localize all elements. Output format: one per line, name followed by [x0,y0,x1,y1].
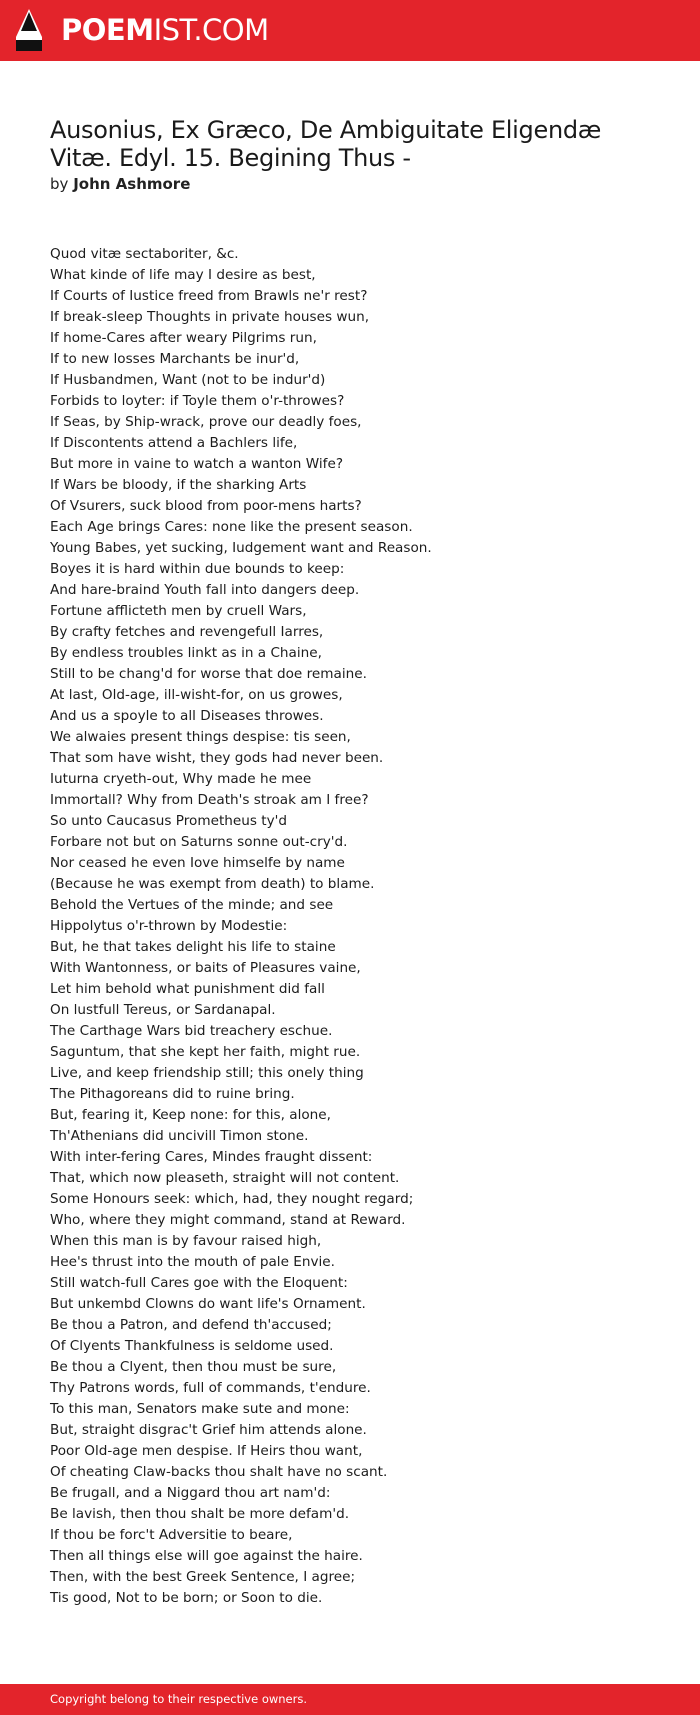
poem-line: With Wantonness, or baits of Pleasures vaine, [50,960,361,976]
poem-line: When this man is by favour raised high, [50,1233,322,1249]
author-name[interactable]: John Ashmore [73,175,191,193]
poem-line: Then, with the best Greek Sentence, I agree; [50,1569,356,1585]
poem-line: If Husbandmen, Want (not to be indur'd) [50,372,326,388]
poem-line: Be thou a Clyent, then thou must be sure, [50,1359,337,1375]
poem-line: But more in vaine to watch a wanton Wife? [50,456,344,472]
poem-line: At last, Old-age, ill-wisht-for, on us growes, [50,687,343,703]
poem-body [50,244,670,1609]
poem-line: Thy Patrons words, full of commands, t'endure. [50,1380,371,1396]
poem-line: Immortall? Why from Death's stroak am I free? [50,792,369,808]
poem-line: Then all things else will goe against the haire. [50,1548,363,1564]
poem-line: If Courts of Iustice freed from Brawls ne'r rest? [50,288,368,304]
poem-line: On lustfull Tereus, or Sardanapal. [50,1002,276,1018]
poem-line: Th'Athenians did uncivill Timon stone. [50,1128,309,1144]
poem-line: Iuturna cryeth-out, Why made he mee [50,771,312,787]
poem-line: Nor ceased he even Iove himselfe by name [50,855,345,871]
poem-line: But unkembd Clowns do want life's Ornament. [50,1296,366,1312]
poem-line: That som have wisht, they gods had never been. [50,750,384,766]
poem-line: Of Vsurers, suck blood from poor-mens harts? [50,498,362,514]
poem-line: If to new losses Marchants be inur'd, [50,351,300,367]
poem-line: If thou be forc't Adversitie to beare, [50,1527,293,1543]
poem-line: With inter-fering Cares, Mindes fraught dissent: [50,1149,373,1165]
poem-line: Who, where they might command, stand at Reward. [50,1212,406,1228]
poem-line: That, which now pleaseth, straight will not content. [50,1170,400,1186]
poem-line: But, he that takes delight his life to staine [50,939,336,955]
poem-line: What kinde of life may I desire as best, [50,267,316,283]
poem-line: Of cheating Claw-backs thou shalt have no scant. [50,1464,388,1480]
poem-line: By endless troubles linkt as in a Chaine, [50,645,322,661]
site-header [0,0,700,61]
poem-line: Poor Old-age men despise. If Heirs thou want, [50,1443,363,1459]
byline [50,173,190,195]
poem-line: And hare-braind Youth fall into dangers deep. [50,582,360,598]
poem-line: The Pithagoreans did to ruine bring. [50,1086,295,1102]
poem-line: Be thou a Patron, and defend th'accused; [50,1317,332,1333]
pen-nib-icon[interactable] [16,9,42,51]
poem-line: We alwaies present things despise: tis seen, [50,729,351,745]
poem-line: By crafty fetches and revengefull Iarres, [50,624,324,640]
poem-line: Hippolytus o'r-thrown by Modestie: [50,918,288,934]
poem-title: Ausonius, Ex Græco, De Ambiguitate Eligendæ Vitæ. Edyl. 15. Begining Thus - [50,116,602,172]
poem-line: If break-sleep Thoughts in private houses wun, [50,309,370,325]
poem-line: Live, and keep friendship still; this onely thing [50,1065,364,1081]
poem-line: Still watch-full Cares goe with the Eloquent: [50,1275,348,1291]
poem-line: Let him behold what punishment did fall [50,981,325,997]
poem-line: Behold the Vertues of the minde; and see [50,897,334,913]
poem-line: Tis good, Not to be born; or Soon to die. [50,1590,323,1606]
poem-line: Of Clyents Thankfulness is seldome used. [50,1338,334,1354]
poem-line: Boyes it is hard within due bounds to keep: [50,561,345,577]
poem-line: The Carthage Wars bid treachery eschue. [50,1023,333,1039]
poem-line: Quod vitæ sectaboriter, &c. [50,246,239,262]
poem-line: To this man, Senators make sute and mone: [50,1401,350,1417]
poem-line: Each Age brings Cares: none like the present season. [50,519,413,535]
site-logo-text[interactable] [61,0,269,61]
poem-line: So unto Caucasus Prometheus ty'd [50,813,288,829]
by-label: by [50,175,69,193]
poem-line: Some Honours seek: which, had, they nought regard; [50,1191,414,1207]
poem-line: Still to be chang'd for worse that doe remaine. [50,666,367,682]
poem-line: Saguntum, that she kept her faith, might rue. [50,1044,361,1060]
poem-line: If Wars be bloody, if the sharking Arts [50,477,307,493]
poem-line: And us a spoyle to all Diseases throwes. [50,708,324,724]
poem-line: Forbids to loyter: if Toyle them o'r-throwes? [50,393,345,409]
poem-line: Hee's thrust into the mouth of pale Envie. [50,1254,335,1270]
poem-line: Young Babes, yet sucking, Iudgement want and Reason. [50,540,432,556]
poem-line: But, straight disgrac't Grief him attends alone. [50,1422,367,1438]
poem-line: If home-Cares after weary Pilgrims run, [50,330,317,346]
poem-line: Fortune afflicteth men by cruell Wars, [50,603,307,619]
poem-line: If Seas, by Ship-wrack, prove our deadly foes, [50,414,362,430]
poem-line: Be lavish, then thou shalt be more defam'd. [50,1506,350,1522]
poem-line: Be frugall, and a Niggard thou art nam'd: [50,1485,331,1501]
poem-line: (Because he was exempt from death) to blame. [50,876,375,892]
poem-line: If Discontents attend a Bachlers life, [50,435,298,451]
brand-bold: POEM [61,13,154,47]
brand-thin: IST.COM [153,13,269,47]
copyright-text: Copyright belong to their respective owners. [50,1692,308,1706]
poem-line: But, fearing it, Keep none: for this, alone, [50,1107,331,1123]
poem-line: Forbare not but on Saturns sonne out-cry'd. [50,834,348,850]
site-footer [0,1684,700,1715]
